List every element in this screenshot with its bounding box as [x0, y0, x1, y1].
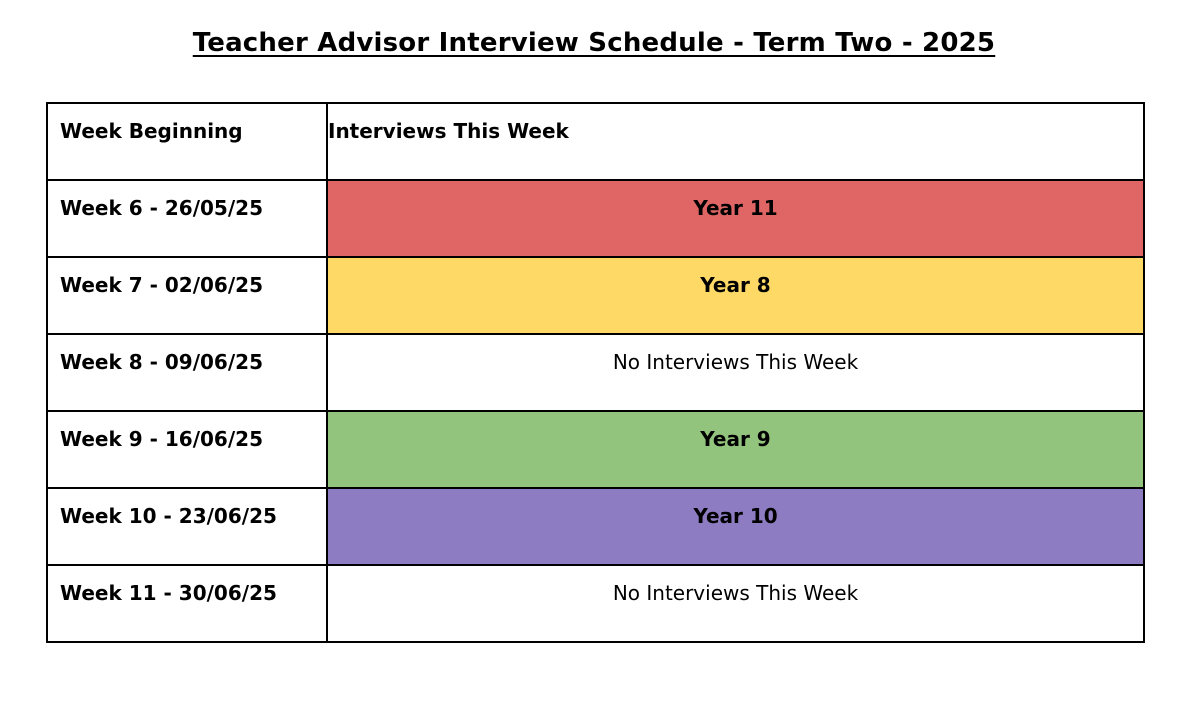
- table-row: [47, 180, 1144, 257]
- week-cell: Week 9 - 16/06/25: [47, 411, 327, 488]
- week-cell: Week 11 - 30/06/25: [47, 565, 327, 642]
- interviews-cell: Year 9: [327, 411, 1144, 488]
- table-row: [47, 411, 1144, 488]
- header-interviews: Interviews This Week: [327, 103, 1144, 180]
- header-week-beginning: Week Beginning: [47, 103, 327, 180]
- table-row: [47, 257, 1144, 334]
- interviews-cell: Year 11: [327, 180, 1144, 257]
- interviews-cell: No Interviews This Week: [327, 565, 1144, 642]
- interviews-cell: Year 8: [327, 257, 1144, 334]
- week-cell: Week 10 - 23/06/25: [47, 488, 327, 565]
- table-row: [47, 334, 1144, 411]
- header-row: [47, 103, 1144, 180]
- schedule-table: [46, 102, 1145, 643]
- week-cell: Week 8 - 09/06/25: [47, 334, 327, 411]
- interviews-cell: Year 10: [327, 488, 1144, 565]
- interviews-cell: No Interviews This Week: [327, 334, 1144, 411]
- table-row: [47, 565, 1144, 642]
- week-cell: Week 6 - 26/05/25: [47, 180, 327, 257]
- week-cell: Week 7 - 02/06/25: [47, 257, 327, 334]
- page-title: Teacher Advisor Interview Schedule - Term Two - 2025: [192, 28, 996, 58]
- table-row: [47, 488, 1144, 565]
